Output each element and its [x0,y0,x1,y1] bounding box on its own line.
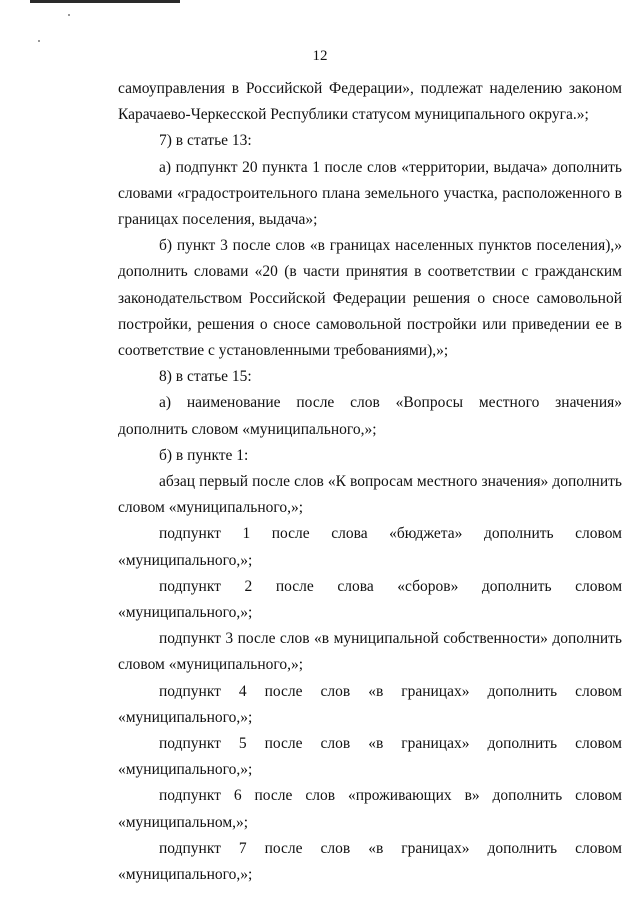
stretched-line [159,731,622,757]
paragraph-abzac-1: абзац первый после слов «К вопросам местного значения» дополнить словом «муниципального,»; [118,473,622,517]
word: после [264,839,303,857]
document-body [118,76,622,888]
word: после [264,735,303,753]
word: словом [575,525,622,543]
word: после [271,525,310,543]
word: в» [464,787,480,805]
paragraph-subitem-6 [118,783,622,835]
word: подпункт [159,735,221,753]
word: границах» [401,735,470,753]
word: дополнить [487,735,558,753]
paragraph-subitem-5 [118,731,622,783]
line-tail: «муниципального,»; [118,551,253,569]
scan-speck [38,40,40,42]
word: «в [368,735,384,753]
stretched-line [159,521,622,547]
stretched-line [159,836,622,862]
word: границах» [401,682,470,700]
word: подпункт [159,839,221,857]
paragraph-subitem-1 [118,521,622,573]
paragraph-15-a: а) наименование после слов «Вопросы местного значения» дополнить словом «муниципального,»; [118,394,622,438]
word: 1 [242,525,251,543]
word: дополнить [483,525,554,543]
word: подпункт [159,787,221,805]
paragraph-subitem-2: подпункт 2 после слова «сборов» дополнить словом «муниципального,»; [118,577,622,622]
line-tail: «муниципального,»; [118,708,253,726]
word: после [264,682,303,700]
paragraph-subitem-7 [118,836,622,888]
word: 5 [238,735,247,753]
word: слова [331,525,368,543]
scan-speck [68,14,70,16]
word: словом [575,682,622,700]
scan-edge-mark [30,0,180,3]
word: «в [368,682,384,700]
word: «в [368,839,384,857]
word: подпункт [159,525,221,543]
word: после [254,787,293,805]
word: словом [575,735,622,753]
word: слов [320,735,351,753]
word: 6 [233,787,242,805]
word: подпункт [159,682,221,700]
line-tail: «муниципальном,»; [118,813,249,831]
word: 4 [238,682,247,700]
stretched-line [159,679,622,705]
paragraph-13-b: б) пункт 3 после слов «в границах населенных пунктов поселения),» дополнить словами «20 (в части принятия в соответствии с гражданским законодательством Российской Федерации решения о сносе самовольной постройки, решения о сносе самовольной постройки или приведении ее в соответствие с установленными требованиями),»; [118,237,622,360]
paragraph-13-a: а) подпункт 20 пункта 1 после слов «территории, выдача» дополнить словами «градостроительного плана земельного участка, расположенного в границах поселения, выдача»; [118,158,622,229]
stretched-line [159,783,622,809]
paragraph-article-13: 7) в статье 13: [159,132,252,150]
paragraph-continuation: самоуправления в Российской Федерации», подлежат наделению законом Карачаево-Черкесской Республики статусом муниципального округа.»; [118,80,622,124]
word: словом [575,787,622,805]
word: «бюджета» [389,525,463,543]
paragraph-subitem-3: подпункт 3 после слов «в муниципальной собственности» дополнить словом «муниципального,»; [118,630,622,674]
word: слов [320,839,351,857]
page-number: 12 [312,48,328,64]
paragraph-article-15: 8) в статье 15: [159,368,252,386]
paragraph-subitem-4 [118,679,622,731]
word: дополнить [487,839,558,857]
word: слов [320,682,351,700]
paragraph-15-b: б) в пункте 1: [159,446,249,464]
word: «проживающих [347,787,452,805]
word: слов [305,787,336,805]
word: словом [575,839,622,857]
line-tail: «муниципального,»; [118,866,253,884]
word: дополнить [487,682,558,700]
line-tail: «муниципального,»; [118,761,253,779]
word: границах» [401,839,470,857]
word: 7 [238,839,247,857]
word: дополнить [492,787,563,805]
